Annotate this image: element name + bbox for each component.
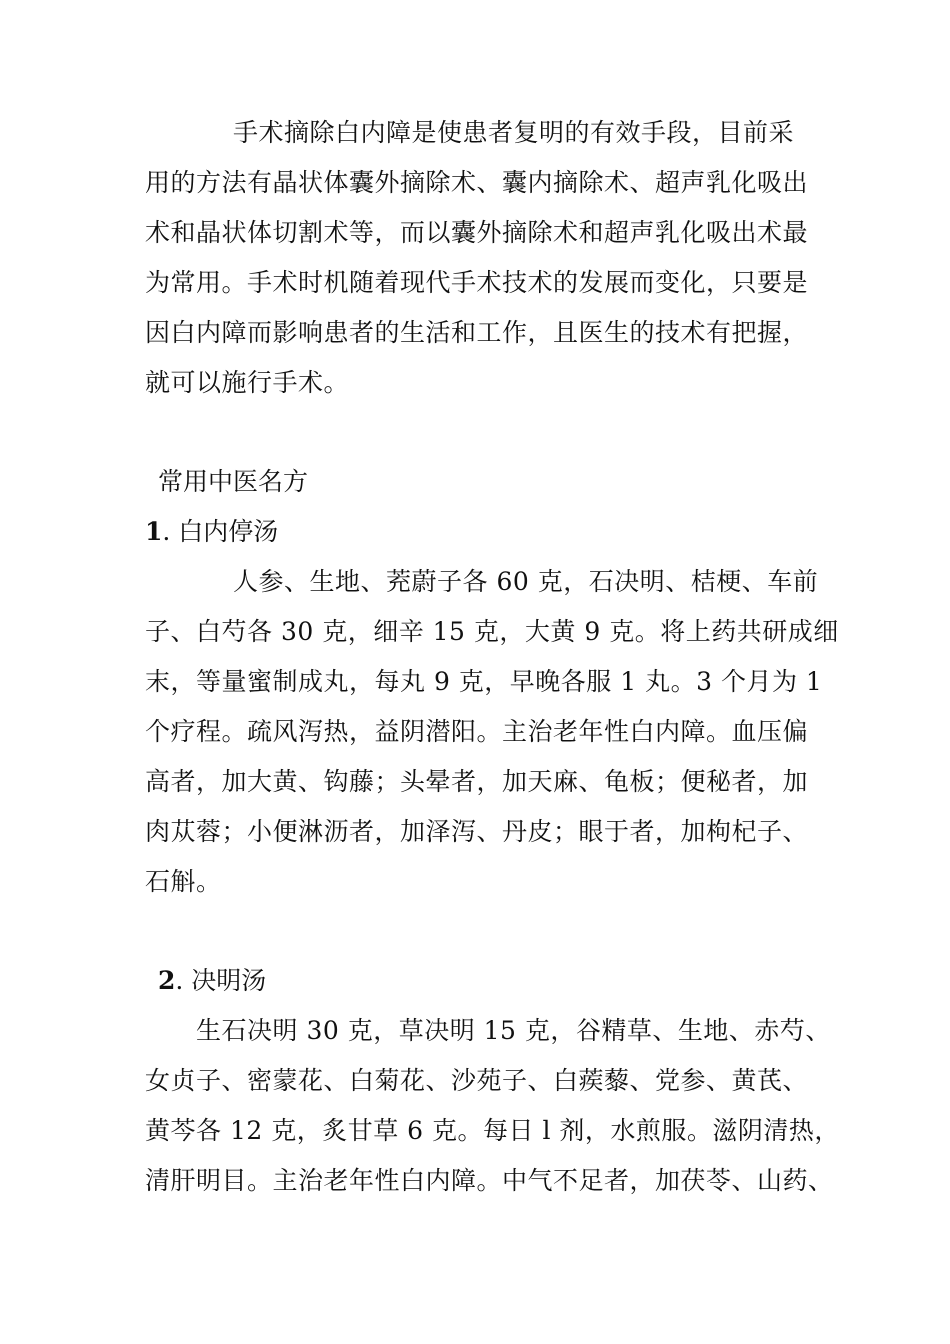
recipe1-line: 高者，加大黄、钩藤；头晕者，加天麻、龟板；便秘者，加: [145, 767, 809, 796]
recipe1-line: 人参、生地、茺蔚子各 60 克，石决明、桔梗、车前: [233, 567, 819, 596]
recipe2-heading: [158, 966, 266, 996]
paragraph1-line: 为常用。手术时机随着现代手术技术的发展而变化，只要是: [145, 268, 809, 297]
paragraph1-line: 手术摘除白内障是使患者复明的有效手段，目前采: [233, 118, 795, 147]
recipe1-line: 肉苁蓉；小便淋沥者，加泽泻、丹皮；眼于者，加枸杞子、: [145, 817, 809, 846]
recipe1-title: . 白内停汤: [162, 517, 279, 546]
recipe1-line: 子、白芍各 30 克，细辛 15 克，大黄 9 克。将上药共研成细: [145, 617, 839, 646]
recipe2-line: 生石决明 30 克，草决明 15 克，谷精草、生地、赤芍、: [196, 1016, 831, 1045]
paragraph1-line: 术和晶状体切割术等，而以囊外摘除术和超声乳化吸出术最: [145, 218, 809, 247]
recipe2-number: 2: [158, 966, 176, 995]
section-title: 常用中医名方: [158, 467, 309, 496]
recipe2-line: 女贞子、密蒙花、白菊花、沙苑子、白蒺藜、党参、黄芪、: [145, 1066, 809, 1095]
recipe2-line: 清肝明目。主治老年性白内障。中气不足者，加茯苓、山药、: [145, 1166, 834, 1195]
recipe2-line: 黄芩各 12 克，炙甘草 6 克。每日 l 剂，水煎服。滋阴清热，: [145, 1116, 840, 1145]
recipe1-line: 石斛。: [145, 867, 222, 896]
recipe1-number: 1: [145, 517, 163, 546]
paragraph1-line: 就可以施行手术。: [145, 368, 350, 397]
recipe1-line: 个疗程。疏风泻热，益阴潜阳。主治老年性白内障。血压偏: [145, 717, 809, 746]
recipe1-line: 末，等量蜜制成丸，每丸 9 克，早晚各服 1 丸。3 个月为 1: [145, 667, 823, 696]
paragraph1-line: 用的方法有晶状体囊外摘除术、囊内摘除术、超声乳化吸出: [145, 168, 809, 197]
recipe2-title: . 决明汤: [175, 966, 267, 995]
paragraph1-line: 因白内障而影响患者的生活和工作，且医生的技术有把握，: [145, 318, 809, 347]
recipe1-heading: [145, 517, 278, 547]
